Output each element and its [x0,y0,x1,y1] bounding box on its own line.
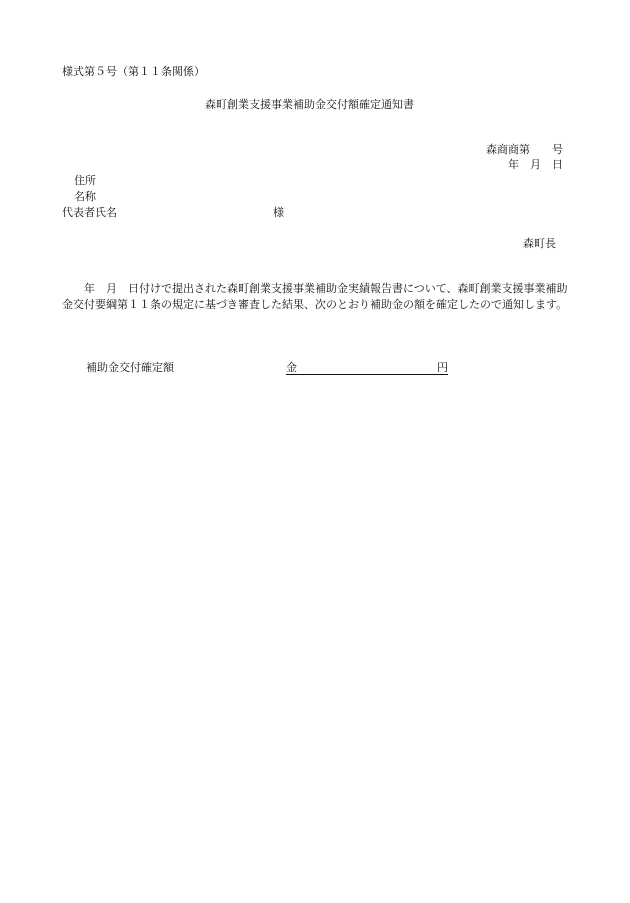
name-label: 名称 [74,190,96,203]
issue-date: 年 月 日 [508,158,563,171]
document-title: 森町創業支援事業補助金交付額確定通知書 [205,98,414,111]
amount-prefix: 金 [286,361,297,374]
address-label: 住所 [74,174,96,187]
honorific: 様 [273,206,284,219]
amount-suffix: 円 [437,361,448,374]
representative-label: 代表者氏名 [62,206,117,219]
body-paragraph: 年 月 日付けで提出された森町創業支援事業補助金実績報告書について、森町創業支援事業補助金交付要綱第１１条の規定に基づき審査した結果、次のとおり補助金の額を確定したので通知します。 [62,282,568,311]
amount-field [286,360,448,375]
reference-number: 森商商第 号 [486,143,563,156]
amount-label: 補助金交付確定額 [86,361,174,374]
form-number: 様式第５号（第１１条関係） [62,65,205,78]
issuer: 森町長 [523,237,556,250]
